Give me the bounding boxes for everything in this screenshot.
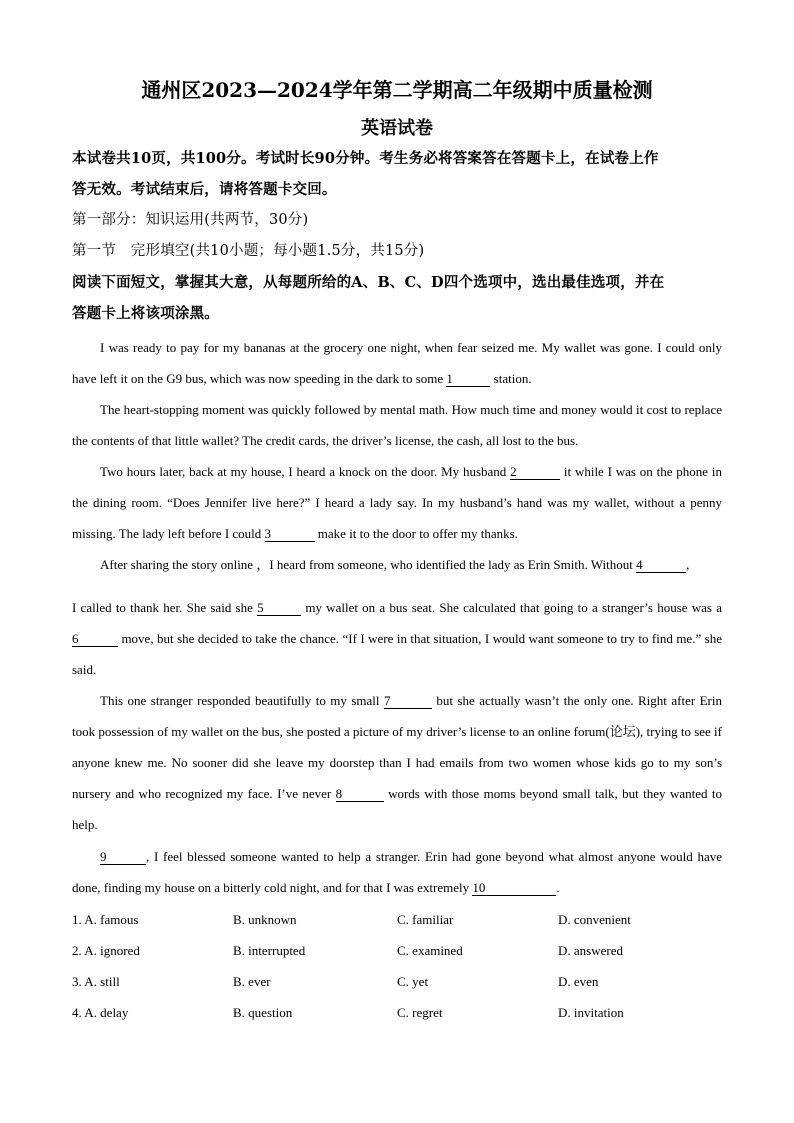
blank-4: 4 [636,558,686,573]
exam-subtitle: 英语试卷 [361,118,433,139]
question-2-options [72,943,722,963]
q1-option-d: D. convenient [558,912,631,927]
q2-option-a: 2. A. ignored [72,943,140,958]
q4-option-d: D. invitation [558,1005,624,1020]
passage-paragraph-5: I called to thank her. She said she 5 my wallet on a bus seat. She calculated that going to a stranger’s house was a 6 move, but she decided to take the chance. “If I were in that situation, I would want someone to try to find me.” she said. [72,600,722,677]
q1-option-a: 1. A. famous [72,912,139,927]
blank-5: 5 [257,601,301,616]
direction-line-1: 阅读下面短文，掌握其大意，从每题所给的A、B、C、D四个选项中，选出最佳选项，并在 [72,274,665,291]
q2-option-b: B. interrupted [233,943,306,958]
passage-paragraph-3: Two hours later, back at my house, I heard a knock on the door. My husband 2 it while I was on the phone in the dining room. “Does Jennifer live here?” I heard a lady say. In my husband’s hand was my wallet, without a penny missing. The lady left before I could 3 make it to the door to offer my thanks. [72,464,722,541]
q4-option-a: 4. A. delay [72,1005,129,1020]
instruction-line-1: 本试卷共10页，共100分。考试时长90分钟。考生务必将答案答在答题卡上，在试卷上作 [72,150,659,167]
instructions-block [72,143,724,329]
q4-option-c: C. regret [397,1005,443,1020]
blank-8: 8 [336,787,384,802]
blank-9: 9 [100,850,146,865]
passage-paragraph-4: After sharing the story online ，I heard from someone, who identified the lady as Erin Smith. Without 4 , [100,557,690,572]
passage-paragraph-6: This one stranger responded beautifully to my small 7 but she actually wasn’t the only one. Right after Erin took possession of my wallet on the bus, she posted a picture of my driver’s license to an online forum(论坛), trying to see if anyone knew me. No sooner did she leave my doorstep than I had emails from two women whose kids go to my son’s nursery and who recognized my face. I’ve never 8 words with those moms beyond small talk, but they wanted to help. [72,693,723,832]
part-heading: 第一部分：知识运用(共两节，30分) [72,212,309,228]
blank-7: 7 [384,694,432,709]
instruction-line-2: 答无效。考试结束后，请将答题卡交回。 [72,181,337,198]
question-3-options [72,974,722,994]
blank-2: 2 [510,465,560,480]
passage-paragraph-2: The heart-stopping moment was quickly followed by mental math. How much time and money would it cost to replace the contents of that little wallet? The credit cards, the driver’s license, the cash, all lost to the bus. [72,402,722,448]
exam-title: 通州区2023—2024学年第二学期高二年级期中质量检测 [141,78,653,102]
blank-6: 6 [72,632,118,647]
blank-3: 3 [265,527,315,542]
passage-paragraph-7: 9 , I feel blessed someone wanted to help a stranger. Erin had gone beyond what almost anyone would have done, finding my house on a bitterly cold night, and for that I was extremely 10 . [72,849,722,895]
q4-option-b: B. question [233,1005,293,1020]
blank-1: 1 [446,372,490,387]
q3-option-d: D. even [558,974,599,989]
direction-line-2: 答题卡上将该项涂黑。 [72,305,219,322]
q2-option-c: C. examined [397,943,463,958]
q3-option-b: B. ever [233,974,271,989]
q2-option-d: D. answered [558,943,623,958]
question-4-options [72,1005,722,1025]
q3-option-c: C. yet [397,974,429,989]
q3-option-a: 3. A. still [72,974,120,989]
passage-paragraph-1: I was ready to pay for my bananas at the grocery one night, when fear seized me. My wallet was gone. I could only have left it on the G9 bus, which was now speeding in the dark to some 1 station. [72,340,722,386]
blank-10: 10 [472,881,556,896]
section-heading: 第一节 完形填空(共10小题；每小题1.5分，共15分) [72,243,425,259]
q1-option-c: C. familiar [397,912,454,927]
question-1-options [72,912,722,932]
q1-option-b: B. unknown [233,912,297,927]
